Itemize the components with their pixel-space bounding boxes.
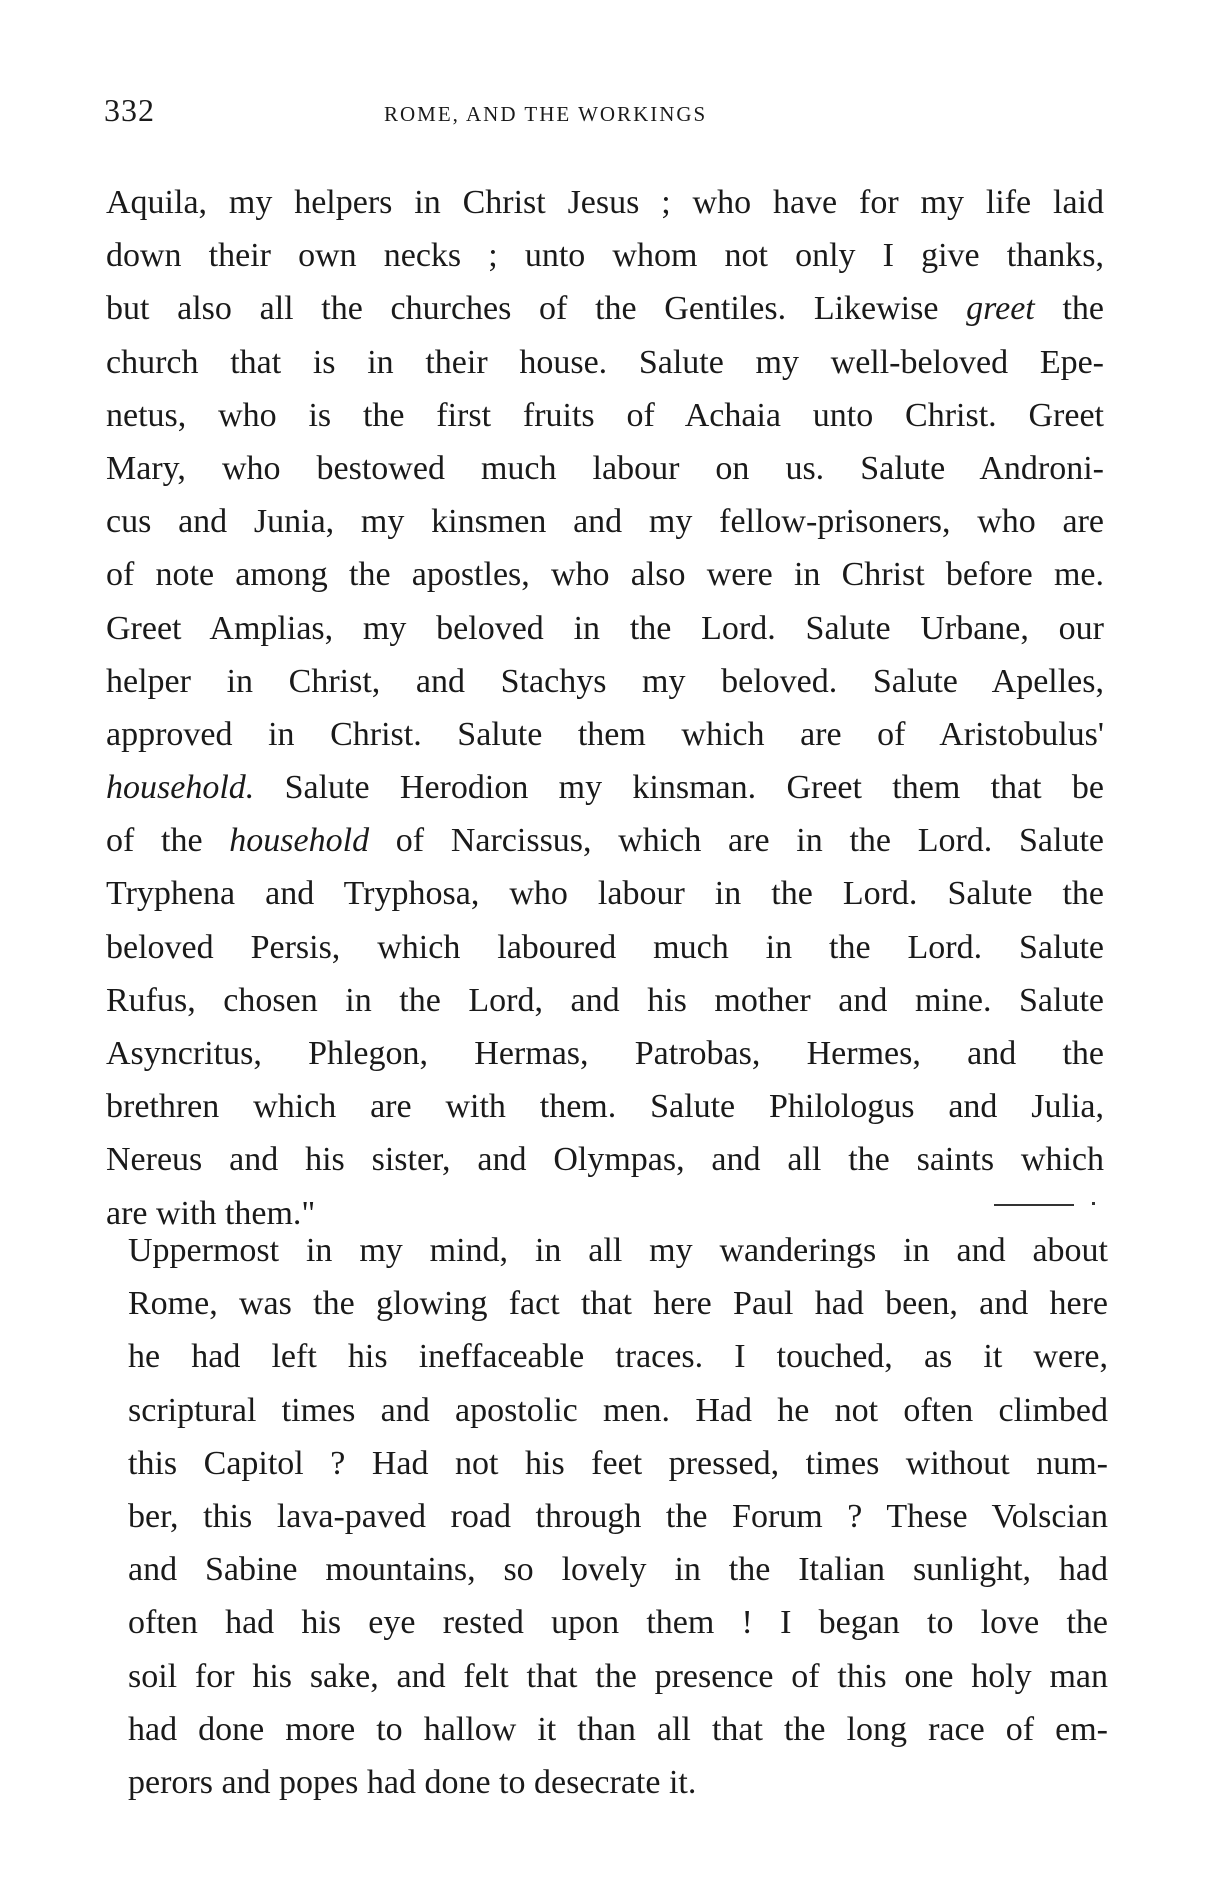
text-line: helper in Christ, and Stachys my beloved. Salute Apelles, bbox=[106, 662, 1104, 700]
text-line: Nereus and his sister, and Olympas, and all the saints which bbox=[106, 1141, 1104, 1179]
text-line: often had his eye rested upon them ! I began to love the bbox=[128, 1604, 1108, 1642]
page-number: 332 bbox=[104, 92, 155, 128]
text-line: and Sabine mountains, so lovely in the Italian sunlight, had bbox=[128, 1551, 1108, 1589]
paragraph-quotation bbox=[106, 176, 1104, 1240]
paragraph-main bbox=[128, 1224, 1108, 1809]
text-line: household. Salute Herodion my kinsman. Greet them that be bbox=[106, 769, 1104, 807]
text-line: are with them." bbox=[106, 1194, 316, 1232]
text-line: approved in Christ. Salute them which are of Aristobulus' bbox=[106, 715, 1104, 753]
text-line: this Capitol ? Had not his feet pressed, times without num- bbox=[128, 1444, 1108, 1482]
text-line: soil for his sake, and felt that the presence of this one holy man bbox=[128, 1657, 1108, 1695]
text-line: church that is in their house. Salute my well-beloved Epe- bbox=[106, 343, 1104, 381]
section-rule bbox=[994, 1204, 1074, 1206]
text-line: Rufus, chosen in the Lord, and his mother and mine. Salute bbox=[106, 981, 1104, 1019]
italic-word: household bbox=[229, 822, 370, 860]
text-line: but also all the churches of the Gentiles. Likewise greet the bbox=[106, 290, 1104, 328]
rule-dot bbox=[1092, 1202, 1095, 1205]
text-line: scriptural times and apostolic men. Had he not often climbed bbox=[128, 1391, 1108, 1429]
running-head: ROME, AND THE WORKINGS bbox=[384, 102, 708, 126]
text-line: ber, this lava-paved road through the Forum ? These Volscian bbox=[128, 1497, 1108, 1535]
italic-word: household. bbox=[106, 769, 255, 807]
text-line: Asyncritus, Phlegon, Hermas, Patrobas, Hermes, and the bbox=[106, 1035, 1104, 1072]
text-line: Aquila, my helpers in Christ Jesus ; who have for my life laid bbox=[106, 184, 1104, 221]
text-line: he had left his ineffaceable traces. I touched, as it were, bbox=[128, 1338, 1108, 1376]
text-line: netus, who is the first fruits of Achaia unto Christ. Greet bbox=[106, 396, 1104, 434]
text-line: Rome, was the glowing fact that here Paul had been, and here bbox=[128, 1285, 1108, 1323]
page-header bbox=[104, 92, 1114, 132]
italic-word: greet bbox=[966, 290, 1035, 328]
text-line: Uppermost in my mind, in all my wanderings in and about bbox=[128, 1232, 1108, 1269]
text-line: brethren which are with them. Salute Philologus and Julia, bbox=[106, 1088, 1104, 1126]
text-line: beloved Persis, which laboured much in the Lord. Salute bbox=[106, 928, 1104, 966]
text-line: cus and Junia, my kinsmen and my fellow-prisoners, who are bbox=[106, 503, 1104, 541]
text-line: Greet Amplias, my beloved in the Lord. Salute Urbane, our bbox=[106, 609, 1104, 647]
text-line: had done more to hallow it than all that the long race of em- bbox=[128, 1710, 1108, 1748]
text-line: down their own necks ; unto whom not only I give thanks, bbox=[106, 237, 1104, 275]
text-line: perors and popes had done to desecrate it. bbox=[128, 1763, 697, 1801]
text-line: of note among the apostles, who also were in Christ before me. bbox=[106, 556, 1104, 594]
text-line: of the household of Narcissus, which are in the Lord. Salute bbox=[106, 822, 1104, 860]
text-line: Tryphena and Tryphosa, who labour in the Lord. Salute the bbox=[106, 875, 1104, 913]
text-line: Mary, who bestowed much labour on us. Salute Androni- bbox=[106, 449, 1104, 487]
